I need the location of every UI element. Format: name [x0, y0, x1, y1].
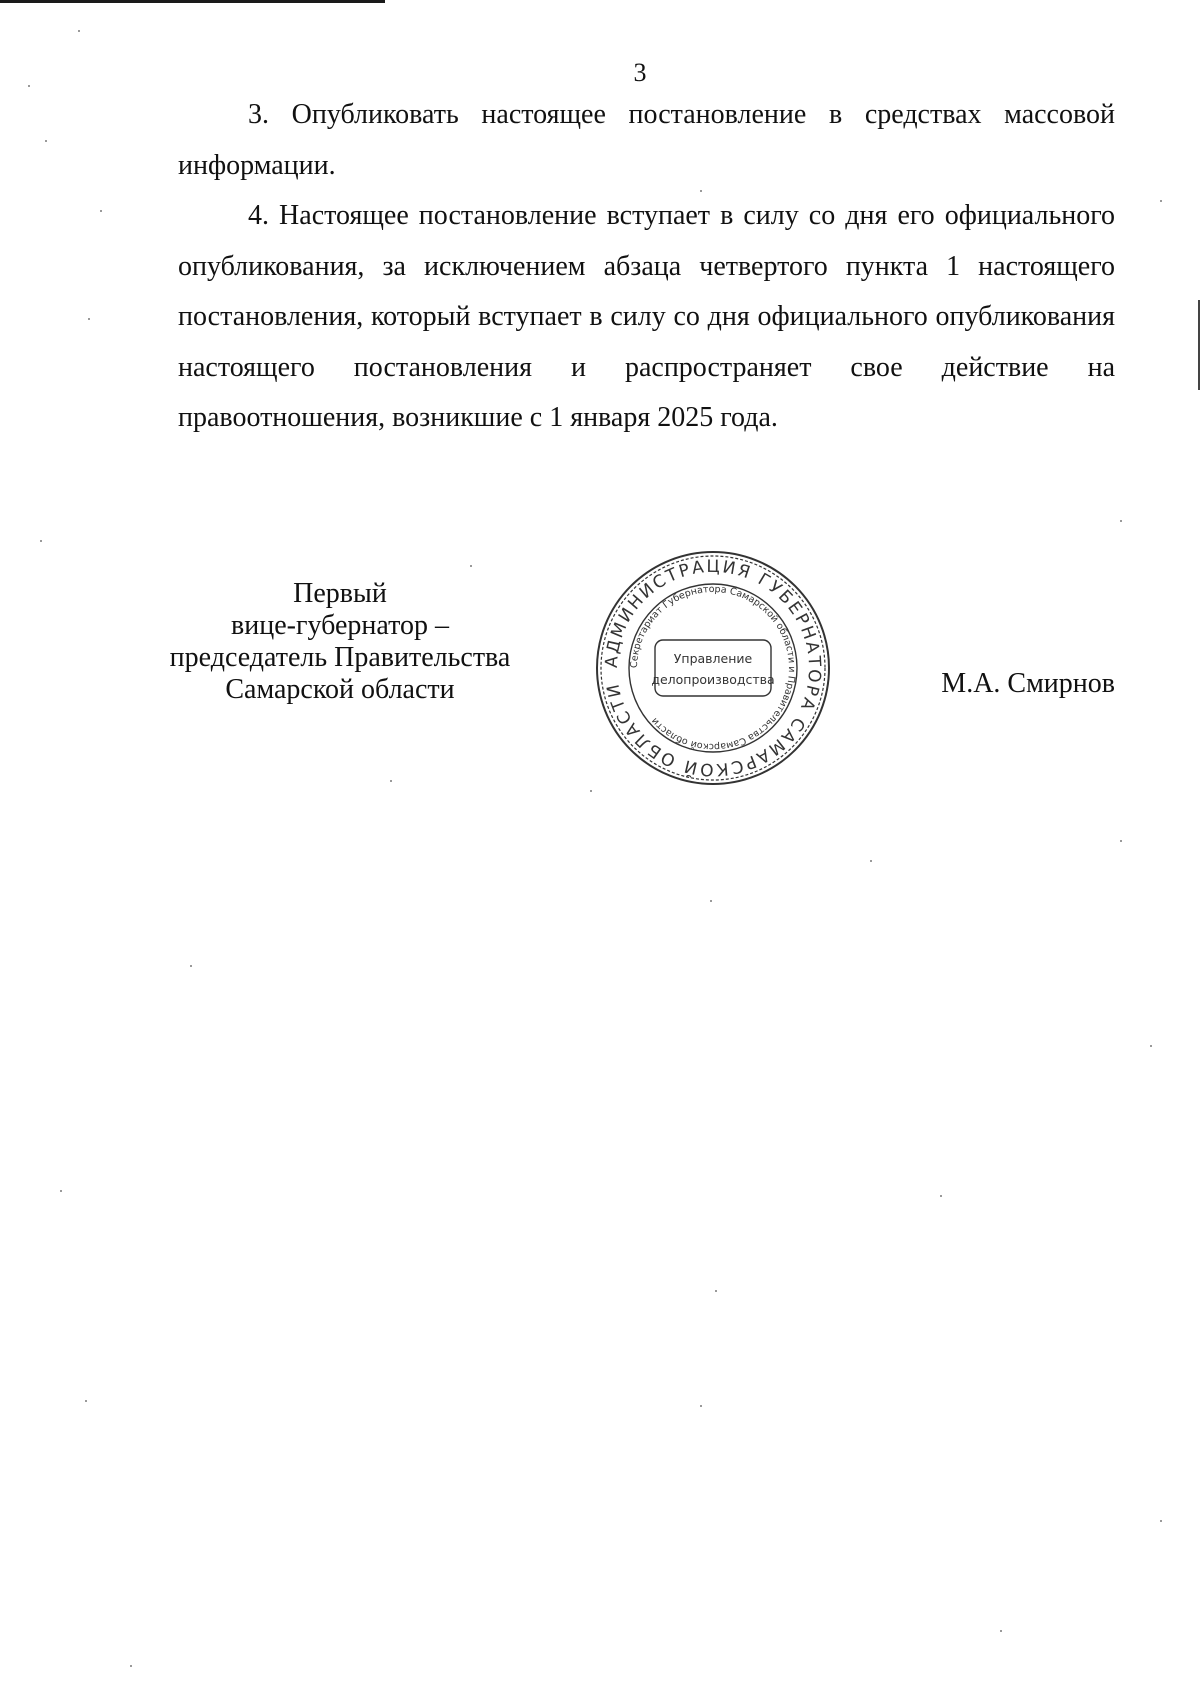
seal-center-line: Управление — [673, 651, 753, 666]
seal-inner-text: Секретариат Губернатора Самарской области и Правительства Самарской области — [628, 583, 798, 753]
scan-speck — [390, 780, 392, 782]
scan-speck — [190, 965, 192, 967]
signatory-position-line: Первый — [293, 578, 387, 609]
scan-speck — [1000, 1630, 1002, 1632]
scan-speck — [1160, 200, 1162, 202]
scan-speck — [130, 1665, 132, 1667]
scan-speck — [1160, 1520, 1162, 1522]
paragraph-effective-date: 4. Настоящее постановление вступает в силу со дня его официального опубликования, за исключением абзаца четвертого пункта 1 настоящего постановления, который вступает в силу со дня официального опубликования настоящего постановления и распространяет свое действие на правоотношения, возникшие с 1 января 2025 года. — [178, 200, 1115, 433]
scan-speck — [700, 190, 702, 192]
signatory-name: М.А. Смирнов — [941, 668, 1115, 699]
signatory-position-line: председатель Правительства — [169, 642, 511, 673]
scan-edge-line — [0, 0, 385, 3]
scan-speck — [1120, 840, 1122, 842]
scan-speck — [470, 565, 472, 567]
scan-speck — [1120, 520, 1122, 522]
scan-speck — [78, 30, 80, 32]
scan-speck — [710, 900, 712, 902]
scan-speck — [60, 1190, 62, 1192]
scan-speck — [700, 1405, 702, 1407]
scan-speck — [1150, 1045, 1152, 1047]
scan-speck — [40, 540, 42, 542]
seal-center-line: делопроизводства — [651, 672, 775, 687]
scan-speck — [28, 85, 30, 87]
scan-speck — [940, 1195, 942, 1197]
scan-speck — [85, 1400, 87, 1402]
scan-speck — [870, 860, 872, 862]
paragraph-publication: 3. Опубликовать настоящее постановление в средствах массовой информации. — [178, 99, 1115, 181]
official-seal-stamp — [593, 548, 833, 788]
signatory-position-line: Самарской области — [225, 674, 455, 705]
scan-speck — [715, 1290, 717, 1292]
page-number: 3 — [633, 58, 647, 87]
signatory-position-line: вице-губернатор – — [231, 610, 449, 641]
document-body — [178, 90, 1115, 444]
scan-speck — [88, 318, 90, 320]
seal-outer-text: АДМИНИСТРАЦИЯ ГУБЕРНАТОРА САМАРСКОЙ ОБЛАСТИ — [601, 556, 825, 780]
signatory-position — [140, 578, 540, 706]
scan-speck — [100, 210, 102, 212]
scan-speck — [590, 790, 592, 792]
scan-speck — [45, 140, 47, 142]
